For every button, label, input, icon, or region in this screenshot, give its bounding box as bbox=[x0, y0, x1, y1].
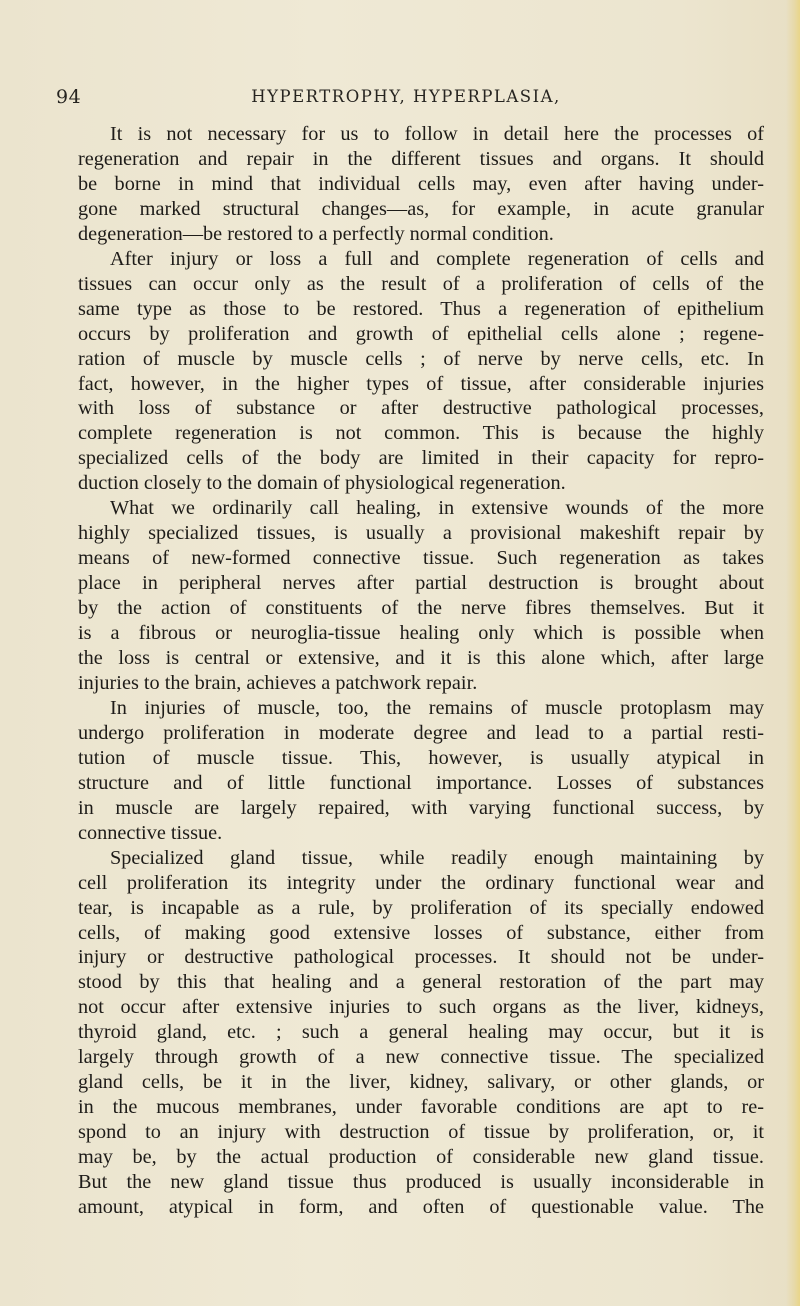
text-line: cell proliferation its integrity under the ordinary functional wear and bbox=[78, 871, 764, 894]
text-line: structure and of little functional importance. Losses of substances bbox=[78, 771, 764, 794]
text-line: tution of muscle tissue. This, however, is usually atypical in bbox=[78, 746, 764, 769]
text-line: stood by this that healing and a general restoration of the part may bbox=[78, 971, 764, 994]
text-line: degeneration—be restored to a perfectly normal condition. bbox=[78, 222, 554, 245]
text-line: fact, however, in the higher types of tissue, after considerable injuries bbox=[78, 372, 764, 395]
paragraph-5 bbox=[46, 846, 764, 1220]
text-line: ration of muscle by muscle cells ; of nerve by nerve cells, etc. In bbox=[78, 347, 764, 370]
paragraph-4 bbox=[46, 696, 764, 846]
text-line: injuries to the brain, achieves a patchwork repair. bbox=[78, 671, 478, 694]
text-line: may be, by the actual production of considerable new gland tissue. bbox=[78, 1146, 764, 1169]
text-line: spond to an injury with destruction of tissue by proliferation, or, it bbox=[78, 1121, 764, 1144]
text-line: occurs by proliferation and growth of epithelial cells alone ; regene- bbox=[78, 322, 764, 345]
text-line: place in peripheral nerves after partial destruction is brought about bbox=[78, 572, 764, 595]
text-line: cells, of making good extensive losses of substance, either from bbox=[78, 921, 764, 944]
text-line: What we ordinarily call healing, in extensive wounds of the more bbox=[110, 497, 764, 520]
text-line: specialized cells of the body are limited in their capacity for repro- bbox=[78, 447, 764, 470]
page-header bbox=[56, 86, 756, 112]
text-line: by the action of constituents of the nerve fibres themselves. But it bbox=[78, 597, 764, 620]
text-line: in muscle are largely repaired, with varying functional success, by bbox=[78, 796, 764, 819]
body-text bbox=[46, 122, 764, 1220]
text-line: highly specialized tissues, is usually a provisional makeshift repair by bbox=[78, 522, 764, 545]
text-line: connective tissue. bbox=[78, 821, 223, 844]
text-line: be borne in mind that individual cells may, even after having under- bbox=[78, 172, 764, 195]
text-line: tissues can occur only as the result of a proliferation of cells of the bbox=[78, 272, 764, 295]
paragraph-1 bbox=[46, 122, 764, 247]
paragraph-2 bbox=[46, 247, 764, 497]
text-line: duction closely to the domain of physiological regeneration. bbox=[78, 472, 566, 495]
text-line: regeneration and repair in the different tissues and organs. It should bbox=[78, 147, 764, 170]
running-head: HYPERTROPHY, HYPERPLASIA, bbox=[251, 87, 561, 106]
text-line: gland cells, be it in the liver, kidney, salivary, or other glands, or bbox=[78, 1071, 764, 1094]
text-line: the loss is central or extensive, and it is this alone which, after large bbox=[78, 647, 764, 670]
paragraph-3 bbox=[46, 496, 764, 696]
text-line: undergo proliferation in moderate degree and lead to a partial resti- bbox=[78, 721, 764, 744]
text-line: After injury or loss a full and complete regeneration of cells and bbox=[110, 247, 764, 270]
page-edge bbox=[786, 0, 800, 1306]
text-line: gone marked structural changes—as, for example, in acute granular bbox=[78, 197, 764, 220]
text-line: Specialized gland tissue, while readily enough maintaining by bbox=[110, 846, 764, 869]
text-line: tear, is incapable as a rule, by proliferation of its specially endowed bbox=[78, 896, 764, 919]
text-line: means of new-formed connective tissue. Such regeneration as takes bbox=[78, 547, 764, 570]
text-line: not occur after extensive injuries to such organs as the liver, kidneys, bbox=[78, 996, 764, 1019]
text-line: amount, atypical in form, and often of questionable value. The bbox=[78, 1195, 764, 1218]
text-line: largely through growth of a new connective tissue. The specialized bbox=[78, 1046, 764, 1069]
page-number: 94 bbox=[56, 86, 82, 108]
text-line: But the new gland tissue thus produced is usually inconsiderable in bbox=[78, 1171, 764, 1194]
text-line: is a fibrous or neuroglia-tissue healing only which is possible when bbox=[78, 622, 764, 645]
text-line: It is not necessary for us to follow in detail here the processes of bbox=[110, 123, 764, 145]
text-line: thyroid gland, etc. ; such a general healing may occur, but it is bbox=[78, 1021, 764, 1044]
text-line: In injuries of muscle, too, the remains of muscle protoplasm may bbox=[110, 696, 764, 719]
text-line: same type as those to be restored. Thus a regeneration of epithelium bbox=[78, 297, 764, 320]
text-line: injury or destructive pathological processes. It should not be under- bbox=[78, 946, 764, 969]
text-line: in the mucous membranes, under favorable conditions are apt to re- bbox=[78, 1096, 764, 1119]
text-line: with loss of substance or after destructive pathological processes, bbox=[78, 397, 764, 420]
text-line: complete regeneration is not common. This is because the highly bbox=[78, 422, 764, 445]
